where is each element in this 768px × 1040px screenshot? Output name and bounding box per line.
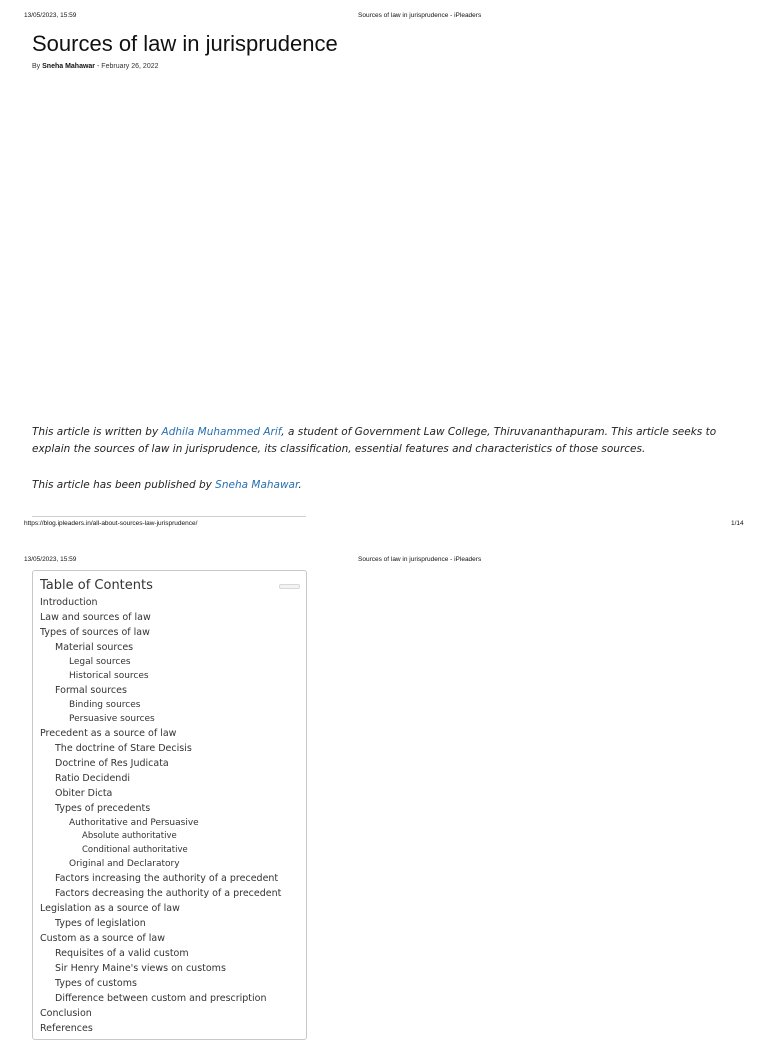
published-by-paragraph [32,477,732,494]
toc-item[interactable]: Persuasive sources [69,714,155,724]
byline-separator: - [97,63,100,70]
toc-item[interactable]: Law and sources of law [40,612,151,623]
toc-item[interactable]: References [40,1023,93,1034]
table-of-contents [32,570,307,1040]
print-datetime: 13/05/2023, 15:59 [24,12,77,19]
toc-item[interactable]: Material sources [55,642,134,653]
toc-item[interactable]: Introduction [40,597,98,608]
print-url: https://blog.ipleaders.in/all-about-sources-law-jurisprudence/ [24,520,198,527]
author-link[interactable]: Sneha Mahawar [42,63,96,70]
toc-item[interactable]: Factors increasing the authority of a precedent [55,873,279,884]
toc-item[interactable]: Doctrine of Res Judicata [55,758,169,769]
toc-item[interactable]: Conditional authoritative [82,844,188,855]
toc-item[interactable]: Types of legislation [55,918,146,929]
toc-item[interactable]: Factors decreasing the authority of a precedent [55,888,282,899]
published-text-start: This article has been published by [32,479,216,491]
footer-divider [32,516,306,517]
toc-item[interactable]: Types of sources of law [40,627,150,638]
intro-text-start: This article is written by [32,426,162,438]
toc-item[interactable]: Types of customs [55,978,137,989]
print-doc-title: Sources of law in jurisprudence - iPleaders [358,12,482,19]
toc-item[interactable]: Ratio Decidendi [55,773,130,784]
toc-item[interactable]: Difference between custom and prescription [55,993,267,1004]
toc-item[interactable]: Original and Declaratory [69,859,180,869]
toc-item[interactable]: Requisites of a valid custom [55,948,189,959]
intro-paragraph [32,424,732,458]
toc-item[interactable]: Obiter Dicta [55,788,113,799]
publish-date: February 26, 2022 [101,63,159,70]
toc-list [33,595,306,1036]
toc-item[interactable]: Authoritative and Persuasive [69,818,199,828]
toc-item[interactable]: Absolute authoritative [82,831,177,841]
print-doc-title-page2: Sources of law in jurisprudence - iPleaders [358,556,482,563]
page-number: 1/14 [731,520,744,527]
toc-item[interactable]: Sir Henry Maine's views on customs [55,963,226,974]
toc-item[interactable]: Formal sources [55,685,127,696]
byline-prefix: By [32,63,41,70]
print-datetime-page2: 13/05/2023, 15:59 [24,556,77,563]
toc-item[interactable]: Types of precedents [55,803,151,814]
toc-item[interactable]: Conclusion [40,1008,92,1019]
toc-item[interactable]: Precedent as a source of law [40,728,177,739]
writer-link[interactable]: Adhila Muhammed Arif [161,426,282,438]
publisher-link[interactable]: Sneha Mahawar [215,479,299,491]
toc-collapse-toggle[interactable] [279,584,300,589]
toc-item[interactable]: Binding sources [69,700,141,710]
toc-title: Table of Contents [40,578,153,593]
article-title: Sources of law in jurisprudence [32,31,338,56]
toc-item[interactable]: Historical sources [69,671,149,681]
byline [32,63,159,70]
published-text-end: . [298,479,302,491]
toc-item[interactable]: Legal sources [69,657,131,667]
toc-item[interactable]: The doctrine of Stare Decisis [55,743,192,754]
toc-item[interactable]: Custom as a source of law [40,933,166,944]
toc-item[interactable]: Legislation as a source of law [40,903,180,914]
intro-text-end: , a student of Government Law College, Thiruvananthapuram. This article seeks to explain the sources of law in jurisprudence, its classification, essential features and characteristics of those sources. [32,426,717,455]
